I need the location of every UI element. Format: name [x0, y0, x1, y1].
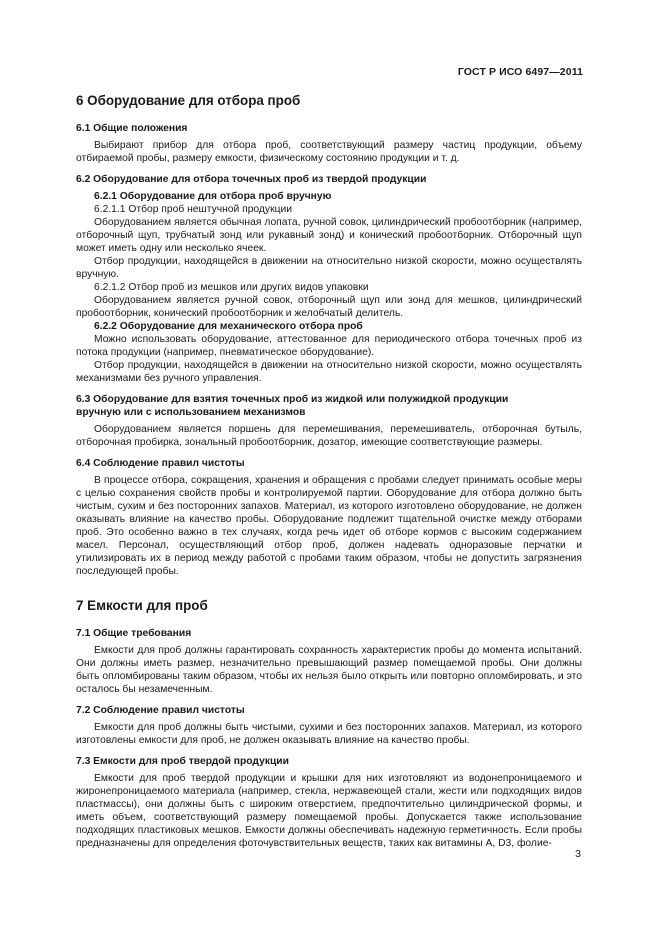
section-6-2-1-heading: 6.2.1 Оборудование для отбора проб вручную [94, 191, 332, 202]
section-6-2-2-paragraph-2: Отбор продукции, находящейся в движении на относительно низкой скорости, можно осуществлять механизмами без ручного управления. [76, 360, 582, 384]
section-6-2-2-paragraph-1: Можно использовать оборудование, аттестованное для периодического отбора точечных проб из потока продукции (например, пневматическое оборудование). [76, 334, 582, 358]
section-7-heading: 7 Емкости для проб [76, 598, 208, 613]
section-7-3-heading: 7.3 Емкости для проб твердой продукции [76, 756, 289, 767]
section-6-1-heading: 6.1 Общие положения [76, 123, 188, 134]
section-6-4-paragraph: В процессе отбора, сокращения, хранения и обращения с пробами следует принимать особые меры с целью сохранения свойств пробы и контролируемой партии. Оборудование для отбора должно быть чистым, сухим и без посторонних запахов. Материал, из которого изготовлено оборудование, не должен оказывать влияние на качество пробы. Оборудование подлежит тщательной очистке между отборами проб. Это особенно важно в тех случаях, когда речь идет об отборе кормов с высоким содержанием масел. Персонал, осуществляющий отбор проб, должен надевать одноразовые перчатки и утилизировать их в период между работой с пробами таким образом, чтобы не допустить загрязнения последующей пробы. [76, 475, 582, 577]
section-6-3-heading-line-1: 6.3 Оборудование для взятия точечных проб из жидкой или полужидкой продукции [76, 394, 509, 405]
standard-header: ГОСТ Р ИСО 6497—2011 [457, 66, 583, 78]
section-6-2-1-2-paragraph: Оборудованием является ручной совок, отборочный щуп или зонд для мешков, цилиндрический пробоотборник, конический пробоотборник и желобчатый делитель. [76, 295, 582, 319]
section-7-1-heading: 7.1 Общие требования [76, 628, 192, 639]
section-6-2-2-heading: 6.2.2 Оборудование для механического отбора проб [94, 321, 363, 332]
section-6-3-paragraph: Оборудованием является поршень для перемешивания, перемешиватель, отборочная бутыль, отборочная пробирка, зональный пробоотборник, дозатор, имеющие соответствующие размеры. [76, 424, 582, 448]
section-6-2-1-1-paragraph-2: Отбор продукции, находящейся в движении на относительно низкой скорости, можно осуществлять вручную. [76, 256, 582, 280]
section-6-3-heading-line-2: вручную или с использованием механизмов [76, 407, 306, 418]
section-6-2-heading: 6.2 Оборудование для отбора точечных проб из твердой продукции [76, 174, 427, 185]
page-number: 3 [575, 848, 581, 860]
section-7-2-paragraph: Емкости для проб должны быть чистыми, сухими и без посторонних запахов. Материал, из которого изготовлены емкости для проб, не должен оказывать влияние на качество пробы. [76, 722, 582, 746]
section-6-heading: 6 Оборудование для отбора проб [76, 93, 301, 108]
section-6-2-1-1-paragraph-1: Оборудованием является обычная лопата, ручной совок, цилиндрический пробоотборник (например, отборочный щуп, трубчатый зонд или рукавный зонд) и конический пробоотборник. Отборочный щуп может иметь одну или несколько ячеек. [76, 217, 582, 254]
section-6-1-paragraph: Выбирают прибор для отбора проб, соответствующий размеру частиц продукции, объему отбираемой пробы, размеру емкости, физическому состоянию продукции и т. д. [76, 140, 582, 164]
section-7-1-paragraph: Емкости для проб должны гарантировать сохранность характеристик пробы до момента испытаний. Они должны иметь размер, незначительно превышающий размер помещаемой пробы. Они должны быть опломбированы таким образом, чтобы их нельзя было открыть или повторно опломбировать, и это осталось бы незамеченным. [76, 645, 582, 695]
section-6-4-heading: 6.4 Соблюдение правил чистоты [76, 458, 245, 469]
section-6-3-heading [76, 393, 582, 419]
document-body [76, 93, 582, 850]
section-7-2-heading: 7.2 Соблюдение правил чистоты [76, 705, 245, 716]
section-7-3-paragraph: Емкости для проб твердой продукции и крышки для них изготовляют из водонепроницаемого и жиронепроницаемого материала (например, стекла, нержавеющей стали, жести или подходящих видов пластмассы), они должны быть с широким отверстием, предпочтительно цилиндрической формы, и иметь объем, соответствующий размеру помещаемой пробы. Допускается также использование подходящих пластиковых мешков. Емкости должны обеспечивать надежную герметичность. Если пробы предназначены для определения фоточувствительных веществ, таких как витамины А, D3, фолие- [76, 773, 582, 849]
section-6-2-1-1-heading: 6.2.1.1 Отбор проб нештучной продукции [94, 204, 292, 215]
section-6-2-1-2-heading: 6.2.1.2 Отбор проб из мешков или других видов упаковки [94, 282, 369, 293]
